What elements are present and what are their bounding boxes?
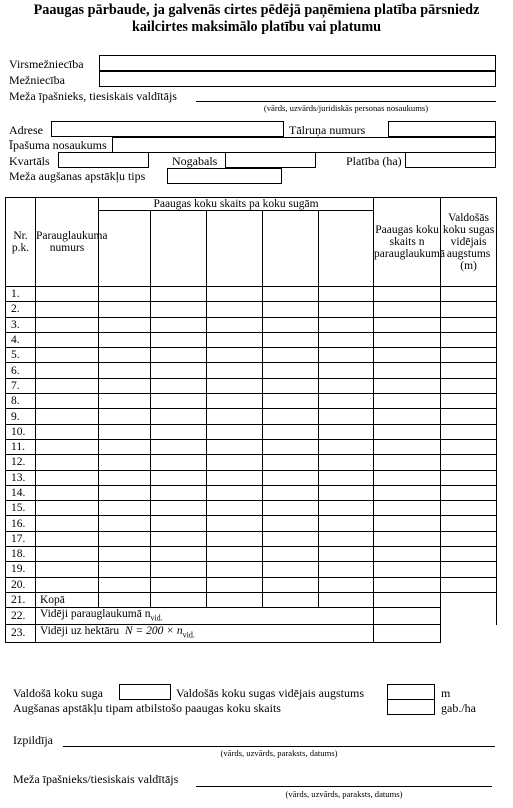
- table-cell[interactable]: [374, 485, 441, 500]
- table-row: [6, 332, 497, 347]
- table-cell[interactable]: [36, 547, 99, 562]
- table-cell[interactable]: [441, 516, 497, 531]
- table-cell[interactable]: [99, 455, 151, 470]
- species-header-cell[interactable]: [151, 211, 207, 287]
- table-cell[interactable]: [374, 287, 441, 302]
- table-cell[interactable]: [263, 455, 319, 470]
- table-cell[interactable]: [441, 378, 497, 393]
- table-row: [6, 547, 497, 562]
- table-cell[interactable]: [319, 424, 374, 439]
- table-cell[interactable]: [36, 485, 99, 500]
- row-number: 21.: [6, 592, 36, 607]
- table-cell[interactable]: [319, 592, 374, 607]
- table-cell[interactable]: [319, 409, 374, 424]
- table-cell[interactable]: [319, 501, 374, 516]
- virsmezniecia-label: Virsmežniecība: [9, 57, 84, 71]
- table-cell[interactable]: [207, 394, 263, 409]
- species-header-cell[interactable]: [207, 211, 263, 287]
- table-cell[interactable]: [151, 470, 207, 485]
- row-number: 1.: [6, 287, 36, 302]
- table-cell[interactable]: [99, 531, 151, 546]
- avg-height-label: Valdošās koku sugas vidējais augstums: [176, 686, 364, 700]
- table-cell[interactable]: [374, 363, 441, 378]
- table-cell[interactable]: [319, 394, 374, 409]
- unit-gab-label: gab./ha: [441, 701, 476, 715]
- table-cell: [441, 625, 497, 642]
- table-cell[interactable]: [36, 455, 99, 470]
- table-cell[interactable]: [207, 409, 263, 424]
- property-name-field[interactable]: [112, 137, 496, 153]
- table-row: [6, 302, 497, 317]
- site-count-label: Augšanas apstākļu tipam atbilstošo paaugas koku skaits: [13, 701, 281, 715]
- address-field[interactable]: [51, 121, 284, 137]
- table-cell[interactable]: [36, 531, 99, 546]
- table-cell[interactable]: [263, 409, 319, 424]
- table-cell[interactable]: [36, 501, 99, 516]
- table-cell[interactable]: [99, 378, 151, 393]
- table-cell[interactable]: [207, 424, 263, 439]
- table-cell[interactable]: [151, 562, 207, 577]
- table-cell[interactable]: [263, 592, 319, 607]
- table-cell[interactable]: [151, 378, 207, 393]
- table-cell[interactable]: [99, 592, 151, 607]
- table-cell[interactable]: [263, 363, 319, 378]
- table-cell[interactable]: [441, 577, 497, 592]
- row-number: 19.: [6, 562, 36, 577]
- table-cell[interactable]: [263, 348, 319, 363]
- table-cell[interactable]: [441, 302, 497, 317]
- table-row: [6, 485, 497, 500]
- executor-label: Izpildīja: [13, 733, 53, 747]
- table-cell[interactable]: [207, 348, 263, 363]
- table-cell[interactable]: [374, 302, 441, 317]
- kvartals-field[interactable]: [58, 152, 149, 168]
- species-field[interactable]: [119, 684, 171, 700]
- table-cell[interactable]: [374, 470, 441, 485]
- table-row: [6, 363, 497, 378]
- table-cell[interactable]: [207, 455, 263, 470]
- table-cell[interactable]: [319, 577, 374, 592]
- table-cell[interactable]: [36, 287, 99, 302]
- table-cell[interactable]: [263, 501, 319, 516]
- table-row-total: [6, 592, 497, 607]
- table-cell[interactable]: [374, 577, 441, 592]
- table-cell[interactable]: [207, 317, 263, 332]
- nogabals-label: Nogabals: [172, 154, 218, 168]
- table-cell[interactable]: [263, 287, 319, 302]
- row-number: 6.: [6, 363, 36, 378]
- table-cell[interactable]: [151, 287, 207, 302]
- table-cell[interactable]: [151, 516, 207, 531]
- table-cell[interactable]: [207, 501, 263, 516]
- table-cell[interactable]: [319, 363, 374, 378]
- table-cell[interactable]: [36, 470, 99, 485]
- table-cell[interactable]: [207, 577, 263, 592]
- table-cell[interactable]: [151, 439, 207, 454]
- table-cell[interactable]: [99, 409, 151, 424]
- table-cell[interactable]: [374, 332, 441, 347]
- table-cell[interactable]: [441, 287, 497, 302]
- owner-label: Meža īpašnieks, tiesiskais valdītājs: [9, 89, 177, 103]
- table-cell[interactable]: [319, 485, 374, 500]
- table-cell[interactable]: [319, 287, 374, 302]
- table-cell[interactable]: [207, 547, 263, 562]
- per-hectare-label-text: Vidēji uz hektāru: [40, 625, 120, 638]
- table-cell[interactable]: [374, 625, 441, 642]
- species-header-cell[interactable]: [99, 211, 151, 287]
- table-cell[interactable]: [36, 348, 99, 363]
- table-cell[interactable]: [207, 363, 263, 378]
- table-cell[interactable]: [374, 562, 441, 577]
- table-cell[interactable]: [99, 424, 151, 439]
- table-row: [6, 409, 497, 424]
- table-cell[interactable]: [263, 547, 319, 562]
- table-row: [6, 287, 497, 302]
- table-cell[interactable]: [99, 470, 151, 485]
- average-label-sub: vid.: [150, 613, 163, 623]
- table-cell[interactable]: [319, 562, 374, 577]
- executor-note: (vārds, uzvārds, paraksts, datums): [220, 748, 338, 758]
- table-cell[interactable]: [263, 516, 319, 531]
- table-cell[interactable]: [374, 531, 441, 546]
- table-cell[interactable]: [374, 378, 441, 393]
- table-cell[interactable]: [99, 302, 151, 317]
- owner-signature-note: (vārds, uzvārds, paraksts, datums): [285, 789, 403, 799]
- table-row: [6, 455, 497, 470]
- page-title-line-2: kailcirtes maksimālo platību vai platumu: [131, 19, 382, 35]
- table-cell[interactable]: [151, 363, 207, 378]
- table-cell[interactable]: [99, 287, 151, 302]
- col-header-nr: Nr. p.k.: [6, 198, 36, 287]
- table-cell[interactable]: [374, 348, 441, 363]
- row-number: 15.: [6, 501, 36, 516]
- table-cell[interactable]: [374, 516, 441, 531]
- table-cell[interactable]: [151, 547, 207, 562]
- table-cell[interactable]: [36, 562, 99, 577]
- table-cell[interactable]: [99, 363, 151, 378]
- table-cell[interactable]: [441, 317, 497, 332]
- table-cell[interactable]: [151, 348, 207, 363]
- unit-m-label: m: [441, 686, 451, 700]
- row-number: 20.: [6, 577, 36, 592]
- table-cell[interactable]: [441, 607, 497, 624]
- table-cell[interactable]: [441, 547, 497, 562]
- table-cell[interactable]: [441, 531, 497, 546]
- average-label-text: Vidēji parauglaukumā n: [40, 607, 151, 620]
- table-cell[interactable]: [207, 562, 263, 577]
- per-hectare-formula: N = 200 × n: [124, 625, 183, 638]
- table-cell[interactable]: [374, 592, 441, 607]
- table-cell[interactable]: [441, 332, 497, 347]
- table-cell[interactable]: [319, 516, 374, 531]
- row-number: 18.: [6, 547, 36, 562]
- table-cell[interactable]: [36, 317, 99, 332]
- table-cell[interactable]: [151, 424, 207, 439]
- table-row: [6, 348, 497, 363]
- table-row: [6, 562, 497, 577]
- species-label: Valdošā koku suga: [13, 686, 103, 700]
- row-number: 3.: [6, 317, 36, 332]
- virsmezniecia-field[interactable]: [99, 55, 496, 71]
- table-row: [6, 516, 497, 531]
- table-cell[interactable]: [36, 394, 99, 409]
- table-cell[interactable]: [36, 409, 99, 424]
- row-number: 9.: [6, 409, 36, 424]
- table-cell[interactable]: [319, 348, 374, 363]
- phone-field[interactable]: [388, 121, 496, 137]
- table-cell[interactable]: [319, 470, 374, 485]
- table-cell[interactable]: [263, 470, 319, 485]
- table-cell[interactable]: [151, 577, 207, 592]
- site-type-field[interactable]: [167, 168, 282, 184]
- table-cell[interactable]: [99, 485, 151, 500]
- row-number: 8.: [6, 394, 36, 409]
- kvartals-label: Kvartāls: [9, 154, 50, 168]
- table-row: [6, 424, 497, 439]
- table-cell[interactable]: [374, 409, 441, 424]
- table-cell[interactable]: [207, 485, 263, 500]
- table-cell[interactable]: [207, 531, 263, 546]
- table-cell[interactable]: [207, 287, 263, 302]
- row-number: 11.: [6, 439, 36, 454]
- table-cell[interactable]: [36, 577, 99, 592]
- table-cell[interactable]: [441, 592, 497, 607]
- table-cell[interactable]: [151, 409, 207, 424]
- per-hectare-formula-sub: vid.: [182, 630, 195, 640]
- row-number: 17.: [6, 531, 36, 546]
- row-number: 12.: [6, 455, 36, 470]
- table-cell[interactable]: [374, 547, 441, 562]
- table-cell[interactable]: [374, 317, 441, 332]
- table-cell[interactable]: [374, 439, 441, 454]
- table-cell[interactable]: [263, 577, 319, 592]
- row-number: 2.: [6, 302, 36, 317]
- owner-field[interactable]: [196, 87, 496, 102]
- table-cell[interactable]: [151, 531, 207, 546]
- row-number: 10.: [6, 424, 36, 439]
- table-cell[interactable]: [263, 378, 319, 393]
- species-header-cell[interactable]: [319, 211, 374, 287]
- table-cell[interactable]: [36, 332, 99, 347]
- table-cell[interactable]: [374, 394, 441, 409]
- table-cell[interactable]: [99, 547, 151, 562]
- table-cell[interactable]: [207, 516, 263, 531]
- row-number: 4.: [6, 332, 36, 347]
- table-cell[interactable]: [319, 378, 374, 393]
- table-cell[interactable]: [263, 424, 319, 439]
- phone-label: Tālruņa numurs: [289, 123, 366, 137]
- table-row-per-hectare: [6, 625, 497, 642]
- table-cell[interactable]: [99, 317, 151, 332]
- table-cell[interactable]: [36, 378, 99, 393]
- table-cell[interactable]: [99, 501, 151, 516]
- row-number: 14.: [6, 485, 36, 500]
- table-row: [6, 317, 497, 332]
- mezniecia-field[interactable]: [99, 71, 496, 87]
- avg-height-field[interactable]: [387, 684, 435, 700]
- table-cell[interactable]: [99, 516, 151, 531]
- table-cell[interactable]: [319, 302, 374, 317]
- nogabals-field[interactable]: [225, 152, 316, 168]
- col-header-species-group: Paaugas koku skaits pa koku sugām: [99, 198, 374, 211]
- table-cell[interactable]: [151, 302, 207, 317]
- row-number: 23.: [6, 625, 36, 642]
- table-cell[interactable]: [319, 455, 374, 470]
- table-cell[interactable]: [263, 332, 319, 347]
- table-row-average: [6, 607, 497, 624]
- site-count-field[interactable]: [387, 699, 435, 715]
- table-cell[interactable]: [151, 455, 207, 470]
- table-cell[interactable]: [99, 577, 151, 592]
- table-row: [6, 577, 497, 592]
- table-cell[interactable]: [441, 409, 497, 424]
- table-cell[interactable]: [263, 394, 319, 409]
- table-cell[interactable]: [263, 439, 319, 454]
- platiba-label: Platība (ha): [346, 154, 402, 168]
- table-cell[interactable]: [207, 332, 263, 347]
- table-cell[interactable]: [263, 485, 319, 500]
- row-number: 5.: [6, 348, 36, 363]
- platiba-field[interactable]: [405, 152, 496, 168]
- table-row: [6, 378, 497, 393]
- table-cell[interactable]: [441, 439, 497, 454]
- table-cell[interactable]: [374, 501, 441, 516]
- table-cell[interactable]: [441, 394, 497, 409]
- table-cell[interactable]: [319, 317, 374, 332]
- table-cell[interactable]: [441, 363, 497, 378]
- survey-table: [5, 197, 497, 643]
- table-cell[interactable]: [99, 439, 151, 454]
- table-cell[interactable]: [99, 348, 151, 363]
- table-cell[interactable]: [36, 516, 99, 531]
- owner-note: (vārds, uzvārds/juridiskās personas nosaukums): [263, 103, 429, 113]
- owner-signature-line[interactable]: [196, 772, 492, 787]
- table-cell[interactable]: [99, 394, 151, 409]
- table-cell[interactable]: [441, 485, 497, 500]
- table-cell[interactable]: [207, 378, 263, 393]
- page-title: [0, 2, 513, 36]
- table-cell[interactable]: [151, 501, 207, 516]
- site-type-label: Meža augšanas apstākļu tips: [9, 169, 146, 183]
- table-cell[interactable]: [99, 562, 151, 577]
- table-cell[interactable]: [374, 424, 441, 439]
- table-cell[interactable]: [374, 455, 441, 470]
- table-row: [6, 394, 497, 409]
- table-row: [6, 439, 497, 454]
- table-cell[interactable]: [151, 592, 207, 607]
- average-label: [36, 607, 374, 624]
- page-title-line-1: Paaugas pārbaude, ja galvenās cirtes pēdējā paņēmiena platība pārsniedz: [33, 2, 480, 18]
- table-cell[interactable]: [151, 485, 207, 500]
- table-cell[interactable]: [263, 317, 319, 332]
- table-cell[interactable]: [319, 547, 374, 562]
- table-row: [6, 531, 497, 546]
- table-cell[interactable]: [36, 424, 99, 439]
- table-cell[interactable]: [263, 302, 319, 317]
- mezniecia-label: Mežniecība: [9, 73, 65, 87]
- row-number: 16.: [6, 516, 36, 531]
- table-cell[interactable]: [151, 394, 207, 409]
- col-header-height: Valdošās koku sugas vidējais augstums (m): [441, 198, 497, 287]
- table-cell[interactable]: [319, 531, 374, 546]
- table-cell[interactable]: [36, 302, 99, 317]
- row-number: 13.: [6, 470, 36, 485]
- table-cell[interactable]: [207, 592, 263, 607]
- table-cell[interactable]: [441, 470, 497, 485]
- total-label: Kopā: [36, 592, 99, 607]
- table-cell[interactable]: [207, 470, 263, 485]
- table-cell[interactable]: [207, 302, 263, 317]
- table-cell[interactable]: [441, 455, 497, 470]
- table-cell[interactable]: [263, 531, 319, 546]
- species-header-cell[interactable]: [263, 211, 319, 287]
- table-cell[interactable]: [263, 562, 319, 577]
- col-header-plot: Parauglaukuma numurs: [36, 198, 99, 287]
- owner-signature-label: Meža īpašnieks/tiesiskais valdītājs: [13, 772, 179, 786]
- table-cell[interactable]: [319, 439, 374, 454]
- property-name-label: Īpašuma nosaukums: [9, 138, 107, 152]
- table-cell[interactable]: [36, 363, 99, 378]
- address-label: Adrese: [9, 123, 43, 137]
- table-cell[interactable]: [151, 317, 207, 332]
- col-header-count: Paaugas koku skaits n parauglaukumā: [374, 198, 441, 287]
- table-cell[interactable]: [374, 607, 441, 624]
- table-cell[interactable]: [151, 332, 207, 347]
- row-number: 7.: [6, 378, 36, 393]
- table-row: [6, 501, 497, 516]
- table-cell[interactable]: [207, 439, 263, 454]
- executor-signature-line[interactable]: [63, 732, 495, 747]
- table-cell[interactable]: [36, 439, 99, 454]
- table-cell[interactable]: [319, 332, 374, 347]
- table-cell[interactable]: [441, 562, 497, 577]
- row-number: 22.: [6, 607, 36, 624]
- table-cell[interactable]: [441, 348, 497, 363]
- table-cell[interactable]: [99, 332, 151, 347]
- table-row: [6, 470, 497, 485]
- table-cell[interactable]: [441, 424, 497, 439]
- per-hectare-label: [36, 625, 374, 642]
- table-cell[interactable]: [441, 501, 497, 516]
